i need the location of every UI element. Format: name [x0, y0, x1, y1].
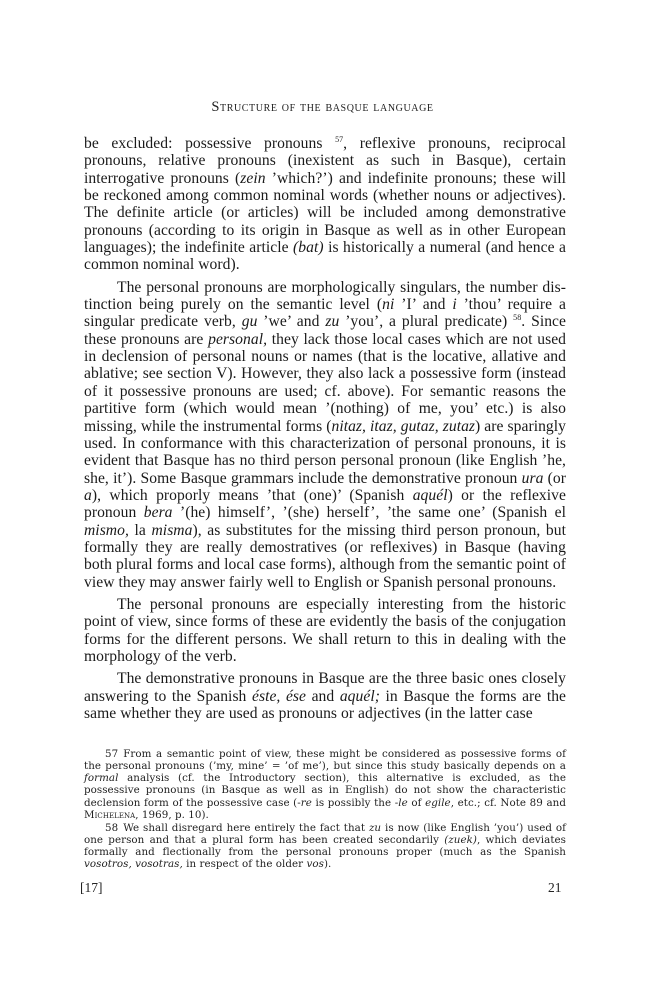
text-run: they lack those local cases which are not used in declension of personal nouns or names (that is the locative, allative and ablative; see section V). However, they also lack a possessive form (instead of it possessive pronouns are used; cf. above). For semantic reasons the partitive form (which would mean ’(nothing) of me, you’ etc.) is also missing, while the instrumental forms (	[84, 330, 567, 435]
text-run: ’(he) himself’, ’(she) herself’, ’the same one’ (Spanish el	[172, 504, 566, 522]
italic-term: formal	[84, 772, 119, 785]
paragraph	[84, 670, 566, 722]
text-run: The demonstrative pronouns in Basque are the three basic ones closely answering to the Spanish	[84, 670, 566, 705]
page-number: 21	[548, 880, 562, 895]
author-name: Michelena	[84, 808, 136, 821]
paragraph	[84, 596, 566, 665]
text-run: ’you’, a plural predicate)	[339, 313, 514, 331]
italic-term: zu	[368, 821, 382, 834]
text-run: be excluded: possessive pronouns	[84, 135, 336, 152]
italic-term: vosotros, vosotras,	[84, 858, 183, 871]
text-run: ), as substitutes for the missing third person pronoun, but formally they are really demostratives (or reflexives) in Basque (having both plural forms and local case forms), although from the semantic point of view they may answer fairly well to English or Spanish personal pronouns.	[84, 521, 566, 591]
text-run: ’which?’) and indefinite pronouns; these will be reckoned among common nominal words (whether nouns or adjectives). The definite article (or articles) will be included among demonstrative pronouns (according to its origin in Basque as well as in other European languages); the indefinite article	[84, 169, 566, 257]
footnote	[84, 748, 566, 821]
footnote-ref[interactable]: 57	[335, 135, 344, 144]
text-run: We shall disregard here entirely the fact that	[123, 821, 369, 834]
text-run: The personal pronouns are especially interesting from the historic point of view, since forms of these are evidently the basis of the conjugation forms for the different persons. We shall return to this in dealing with the morphology of the verb.	[84, 595, 566, 665]
text-run: , reflexive pronouns, reciprocal pronouns, relative pronouns (inexistent as such in Basque), certain interrogative pronouns (	[84, 135, 566, 187]
text-run: la	[128, 521, 152, 539]
italic-term: gu	[241, 313, 258, 331]
text-run: ).	[323, 858, 332, 871]
text-run: ) are sparingly used. In conformance with this characterization of personal pronouns, it is evident that Basque has no third person personal pronoun (like English ’he, she, it’). Some Basque grammars include the demonstrative pronoun	[84, 417, 567, 487]
text-run: in Basque the forms are the same whether they are used as pronouns or adjectives (in the latter case	[84, 687, 567, 722]
section-marker: [17]	[80, 880, 103, 895]
italic-term: a	[84, 486, 92, 504]
text-run: From a semantic point of view, these might be considered as possessive forms of the personal pronouns (’my, mine’ = ’of me’), but since this study basically depends on a	[84, 748, 566, 773]
italic-term: zein	[240, 169, 266, 187]
italic-term: i	[452, 296, 457, 314]
paragraph	[84, 279, 566, 591]
text-run: ’we’ and	[257, 313, 326, 331]
italic-term: aquél	[412, 486, 448, 504]
text-run: and	[306, 687, 340, 705]
text-run: in respect of the older	[182, 858, 307, 871]
text-run: . Since these pronouns are	[84, 313, 566, 348]
text-run: is historically a numeral (and hence a common nominal word).	[84, 239, 567, 274]
text-run: , etc.; cf. Note 89 and	[450, 796, 566, 809]
italic-term: personal,	[208, 330, 268, 348]
italic-term: misma	[151, 521, 193, 539]
text-run: analysis (cf. the Introductory section), this alternative is excluded, as the possessive pronouns (in Basque as well as in English) do not show the characteristic declension form of the possessive case (-	[84, 772, 566, 809]
footnote-number: 58	[105, 821, 119, 834]
text-run: The personal pronouns are morphologically singulars, the number distinction being purely on the semantic level (	[84, 278, 566, 314]
text-run: (or	[543, 469, 567, 487]
text-run: ), which proporly means ’that (one)’ (Spanish	[91, 486, 413, 504]
italic-term: (bat)	[293, 239, 324, 257]
text-run: , which deviates formally and flectionally from the personal pronouns proper (much as the Spanish	[84, 834, 566, 859]
text-run: of	[407, 796, 426, 809]
text-run: ) or the reflexive pronoun	[84, 486, 566, 522]
text-run: ’thou’ require a singular predicate verb,	[84, 296, 566, 331]
text-run: , 1969, p. 10).	[135, 808, 209, 821]
text-run: is now (like English ’you’) used of one person and that a plural form has been created secondarily	[84, 821, 567, 847]
italic-term: mismo,	[84, 521, 129, 539]
italic-term: (zuek)	[444, 834, 477, 847]
italic-term: re	[300, 796, 312, 809]
italic-term: le	[398, 796, 408, 809]
footnote-ref[interactable]: 58	[513, 313, 522, 323]
italic-term: aquél;	[339, 687, 380, 705]
running-header: Structure of the basque language	[211, 99, 434, 115]
italic-term: ura	[521, 469, 544, 487]
footnotes	[84, 748, 566, 872]
italic-term: zu	[325, 313, 340, 331]
footnote	[84, 822, 566, 871]
paragraph	[84, 135, 566, 274]
italic-term: nitaz, itaz, gutaz, zutaz	[331, 417, 476, 435]
italic-term: bera	[143, 504, 173, 522]
text-run: is possibly the -	[311, 796, 399, 809]
italic-term: egile	[425, 796, 451, 809]
footnote-number: 57	[105, 748, 119, 760]
italic-term: ni	[382, 296, 395, 314]
italic-term: éste, ése	[251, 687, 307, 705]
italic-term: vos	[306, 858, 324, 871]
body-text	[84, 135, 566, 727]
text-run: ’I’ and	[394, 296, 453, 314]
